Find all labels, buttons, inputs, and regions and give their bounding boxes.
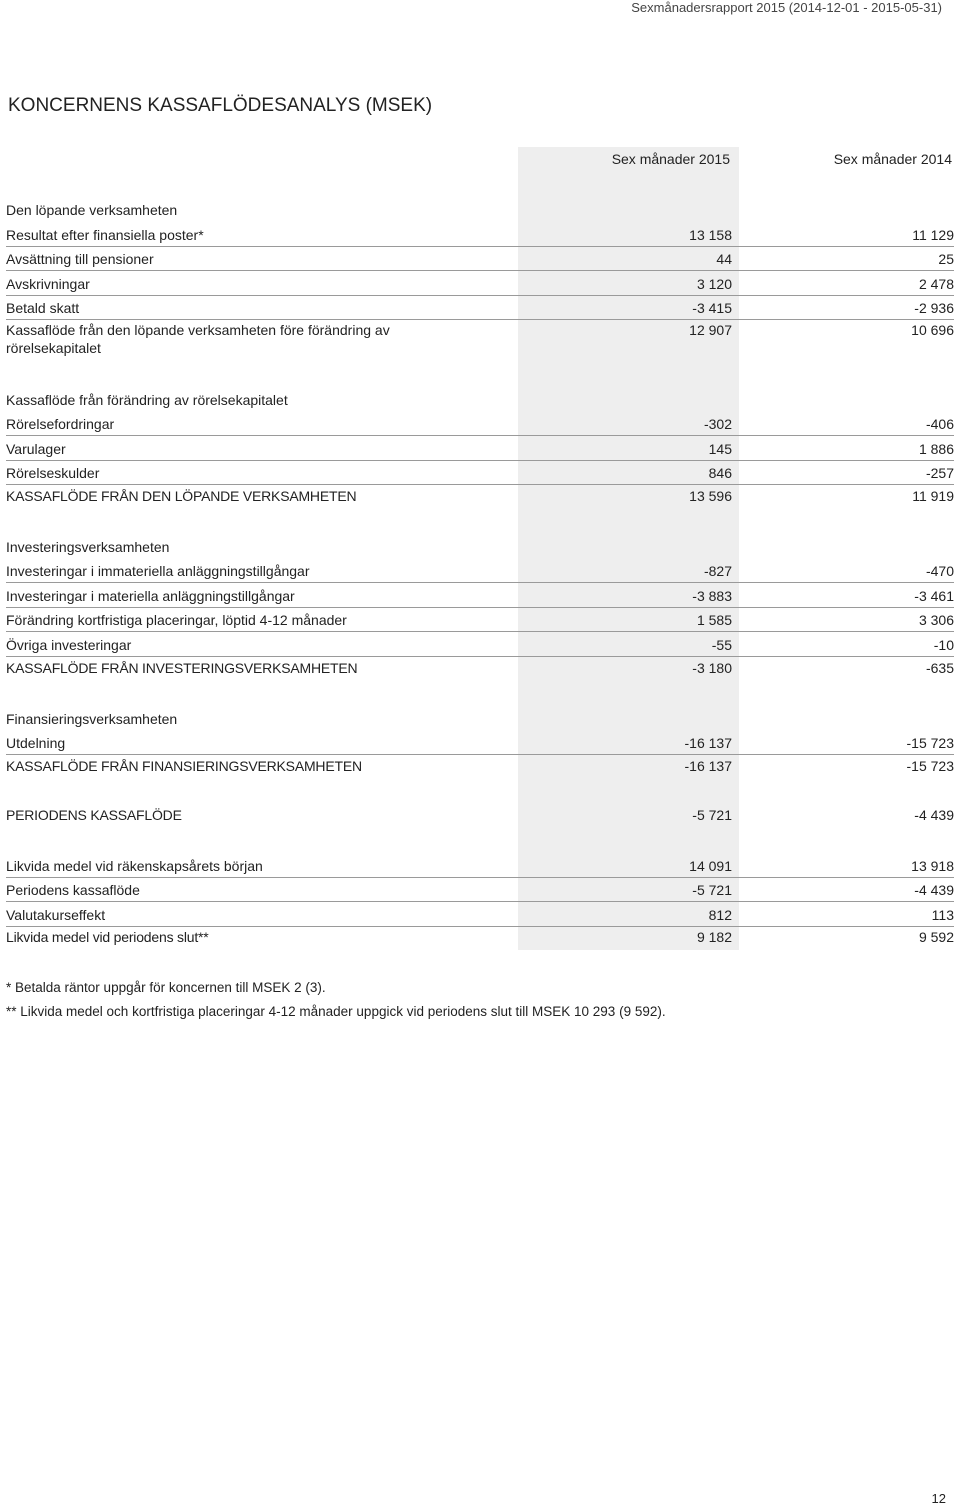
value-2015: 9 182	[696, 929, 732, 945]
table-row	[6, 224, 954, 247]
row-label: Investeringsverksamheten	[6, 539, 170, 555]
value-2014: -406	[925, 416, 954, 432]
report-header: Sexmånadersrapport 2015 (2014-12-01 - 2015-05-31)	[631, 0, 942, 15]
value-2015: -3 883	[692, 588, 732, 604]
value-2015: 13 158	[689, 227, 732, 243]
row-label: Likvida medel vid räkenskapsårets början	[6, 858, 263, 874]
value-2014: -2 936	[914, 300, 954, 316]
total-row	[6, 804, 954, 826]
table-row	[6, 855, 954, 878]
table-row	[6, 297, 954, 320]
row-label: Avsättning till pensioner	[6, 251, 154, 267]
value-2015: -16 137	[684, 758, 732, 774]
row-label: Rörelsefordringar	[6, 416, 115, 432]
value-2014: 113	[931, 907, 954, 923]
value-2015: 44	[716, 251, 732, 267]
row-label: Kassaflöde från förändring av rörelsekapitalet	[6, 392, 288, 408]
row-label: Kassaflöde från den löpande verksamheten före förändring av rörelsekapitalet	[6, 322, 390, 356]
row-label: Utdelning	[6, 735, 66, 751]
value-2015: -3 180	[692, 660, 732, 676]
value-2014: 25	[938, 251, 954, 267]
value-2014: 3 306	[918, 612, 954, 628]
value-2014: -10	[933, 637, 954, 653]
value-2014: -470	[925, 563, 954, 579]
row-label: Varulager	[6, 441, 66, 457]
row-label: Investeringar i materiella anläggningstillgångar	[6, 588, 295, 604]
value-2014: 1 886	[918, 441, 954, 457]
row-label: Finansieringsverksamheten	[6, 711, 178, 727]
footnote-interest: * Betalda räntor uppgår för koncernen till MSEK 2 (3).	[6, 980, 326, 995]
section-heading	[6, 708, 954, 730]
value-2014: 11 129	[912, 227, 954, 243]
row-label: KASSAFLÖDE FRÅN INVESTERINGSVERKSAMHETEN	[6, 660, 358, 676]
row-label: Investeringar i immateriella anläggningstillgångar	[6, 563, 310, 579]
table-row	[6, 413, 954, 436]
value-2015: -16 137	[684, 735, 732, 751]
row-label: Likvida medel vid periodens slut**	[6, 929, 209, 945]
total-row	[6, 755, 954, 777]
value-2014: -635	[925, 660, 954, 676]
section-heading	[6, 389, 954, 411]
value-2014: 10 696	[911, 322, 954, 338]
value-2015: -5 721	[692, 807, 732, 823]
value-2014: 9 592	[918, 929, 954, 945]
value-2015: 1 585	[696, 612, 732, 628]
value-2015: -3 415	[692, 300, 732, 316]
table-row	[6, 879, 954, 902]
row-label: Den löpande verksamheten	[6, 202, 178, 218]
table-row	[6, 585, 954, 608]
value-2015: 812	[708, 907, 732, 923]
subtotal-row	[6, 319, 954, 359]
table-row	[6, 273, 954, 296]
value-2015: 3 120	[696, 276, 732, 292]
value-2014: -15 723	[906, 758, 954, 774]
value-2015: -302	[703, 416, 732, 432]
value-2014: 11 919	[912, 488, 954, 504]
row-label: Resultat efter finansiella poster*	[6, 227, 204, 243]
table-row	[6, 462, 954, 485]
table-row	[6, 560, 954, 583]
table-row	[6, 732, 954, 755]
total-row	[6, 485, 954, 507]
column-header-2014: Sex månader 2014	[833, 151, 952, 167]
value-2015: 14 091	[689, 858, 732, 874]
value-2014: -4 439	[914, 882, 954, 898]
page-title: KONCERNENS KASSAFLÖDESANALYS (MSEK)	[8, 95, 433, 116]
value-2014: -4 439	[914, 807, 954, 823]
value-2014: 2 478	[918, 276, 954, 292]
value-2015: 145	[708, 441, 732, 457]
column-header-2015: Sex månader 2015	[611, 151, 730, 167]
row-label: PERIODENS KASSAFLÖDE	[6, 807, 182, 823]
value-2015: -55	[711, 637, 732, 653]
row-label: Periodens kassaflöde	[6, 882, 140, 898]
total-row	[6, 926, 954, 948]
row-label: KASSAFLÖDE FRÅN DEN LÖPANDE VERKSAMHETEN	[6, 488, 357, 504]
value-2014: -257	[925, 465, 954, 481]
table-row	[6, 609, 954, 632]
table-row	[6, 438, 954, 461]
value-2014: -15 723	[906, 735, 954, 751]
row-label: Valutakurseffekt	[6, 907, 106, 923]
row-label: Rörelseskulder	[6, 465, 100, 481]
value-2015: -5 721	[692, 882, 732, 898]
row-label: KASSAFLÖDE FRÅN FINANSIERINGSVERKSAMHETEN	[6, 758, 362, 774]
value-2015: 846	[708, 465, 732, 481]
value-2014: -3 461	[914, 588, 954, 604]
row-label: Förändring kortfristiga placeringar, löptid 4-12 månader	[6, 612, 347, 628]
value-2015: -827	[703, 563, 732, 579]
row-label: Avskrivningar	[6, 276, 90, 292]
table-row	[6, 904, 954, 927]
value-2015: 12 907	[689, 322, 732, 338]
row-label: Övriga investeringar	[6, 637, 132, 653]
page-number: 12	[931, 1491, 946, 1506]
value-2015: 13 596	[689, 488, 732, 504]
table-row	[6, 634, 954, 657]
section-heading	[6, 536, 954, 558]
footnote-liquidity: ** Likvida medel och kortfristiga placeringar 4-12 månader uppgick vid periodens slut till MSEK 10 293 (9 592).	[6, 1004, 666, 1019]
table-row	[6, 248, 954, 271]
row-label: Betald skatt	[6, 300, 80, 316]
value-2014: 13 918	[911, 858, 954, 874]
section-heading	[6, 199, 954, 221]
total-row	[6, 657, 954, 679]
